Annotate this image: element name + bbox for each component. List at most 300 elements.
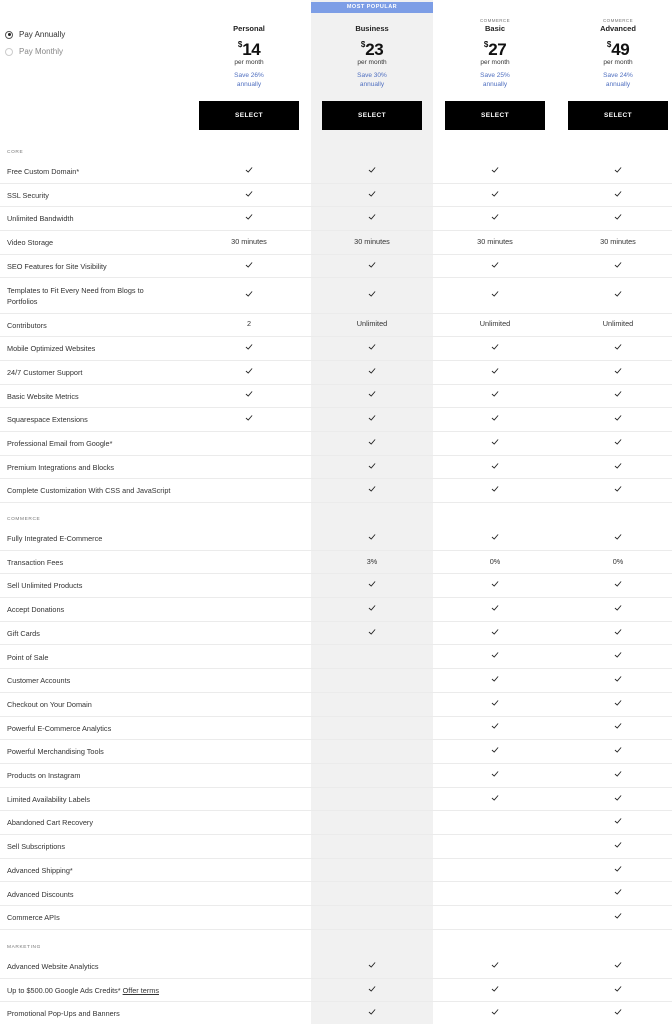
checkmark-icon xyxy=(368,985,376,993)
check-cell xyxy=(445,985,545,995)
currency-symbol: $ xyxy=(360,40,366,49)
check-cell xyxy=(199,367,299,377)
checkmark-icon xyxy=(491,770,499,778)
check-cell xyxy=(568,675,668,685)
feature-label: Transaction Fees xyxy=(7,557,64,567)
feature-label: Point of Sale xyxy=(7,652,49,662)
price-period: per month xyxy=(603,59,633,66)
check-cell xyxy=(322,604,422,614)
feature-row xyxy=(0,598,672,622)
checkmark-icon xyxy=(245,367,253,375)
feature-row xyxy=(0,231,672,255)
checkmark-icon xyxy=(614,794,622,802)
check-cell xyxy=(568,485,668,495)
savings-percent: Save 25% xyxy=(480,72,510,79)
feature-label: Limited Availability Labels xyxy=(7,794,91,804)
feature-label: Powerful E-Commerce Analytics xyxy=(7,723,112,733)
feature-label: Video Storage xyxy=(7,238,54,248)
check-cell xyxy=(322,343,422,353)
check-cell xyxy=(322,985,422,995)
checkmark-icon xyxy=(245,343,253,351)
checkmark-icon xyxy=(245,414,253,422)
checkmark-icon xyxy=(368,213,376,221)
check-cell xyxy=(568,580,668,590)
feature-name xyxy=(7,485,307,496)
checkmark-icon xyxy=(614,604,622,612)
value-cell: 3% xyxy=(366,556,378,566)
checkmark-icon xyxy=(614,390,622,398)
check-cell xyxy=(568,817,668,827)
checkmark-icon xyxy=(368,190,376,198)
checkmark-icon xyxy=(614,675,622,683)
check-cell xyxy=(445,390,545,400)
feature-row xyxy=(0,859,672,883)
check-cell xyxy=(322,462,422,472)
checkmark-icon xyxy=(614,580,622,588)
check-cell xyxy=(445,746,545,756)
feature-label: Advanced Website Analytics xyxy=(7,962,99,971)
feature-name xyxy=(7,604,307,615)
select-basic-button[interactable]: SELECT xyxy=(445,101,545,130)
checkmark-icon xyxy=(614,841,622,849)
checkmark-icon xyxy=(368,414,376,422)
check-cell xyxy=(322,485,422,495)
feature-row xyxy=(0,527,672,551)
feature-row xyxy=(0,811,672,835)
check-cell xyxy=(568,462,668,472)
select-personal-button[interactable]: SELECT xyxy=(199,101,299,130)
checkmark-icon xyxy=(491,485,499,493)
feature-label: Commerce APIs xyxy=(7,913,60,923)
savings-period: annually xyxy=(482,81,508,88)
feature-label: Advanced Discounts xyxy=(7,889,74,899)
value-cell: Unlimited xyxy=(602,319,634,329)
check-cell xyxy=(445,675,545,685)
plan-name: Basic xyxy=(484,24,505,33)
feature-label: Professional Email from Google* xyxy=(7,439,113,448)
checkmark-icon xyxy=(614,985,622,993)
checkmark-icon xyxy=(491,343,499,351)
checkmark-icon xyxy=(368,1008,376,1016)
check-cell xyxy=(445,343,545,353)
savings-percent: Save 24% xyxy=(603,72,633,79)
feature-row xyxy=(0,646,672,670)
price-amount: 23 xyxy=(365,40,384,59)
most-popular-badge: MOST POPULAR xyxy=(311,2,433,13)
feature-name xyxy=(7,699,307,710)
radio-unselected-icon[interactable] xyxy=(5,48,13,56)
feature-label: Free Custom Domain* xyxy=(7,167,80,176)
checkmark-icon xyxy=(245,390,253,398)
check-cell xyxy=(199,343,299,353)
checkmark-icon xyxy=(245,290,253,298)
feature-row xyxy=(0,479,672,503)
pay-annually-option[interactable] xyxy=(5,26,65,43)
checkmark-icon xyxy=(491,1008,499,1016)
feature-label: Unlimited Bandwidth xyxy=(7,214,74,224)
currency-symbol: $ xyxy=(606,40,612,49)
value-cell: 0% xyxy=(612,556,624,566)
feature-row xyxy=(0,432,672,456)
plan-price xyxy=(322,35,422,59)
feature-name xyxy=(7,557,307,568)
checkmark-icon xyxy=(491,462,499,470)
annual-savings xyxy=(199,71,299,89)
check-cell xyxy=(568,213,668,223)
feature-row xyxy=(0,456,672,480)
plan-header-personal xyxy=(199,18,299,89)
check-cell xyxy=(568,961,668,971)
check-cell xyxy=(568,166,668,176)
check-cell xyxy=(445,580,545,590)
value-cell: 30 minutes xyxy=(231,236,267,246)
feature-row xyxy=(0,255,672,279)
checkmark-icon xyxy=(368,261,376,269)
check-cell xyxy=(199,190,299,200)
feature-row xyxy=(0,207,672,231)
checkmark-icon xyxy=(491,604,499,612)
feature-name xyxy=(7,841,307,852)
check-cell xyxy=(568,390,668,400)
checkmark-icon xyxy=(614,770,622,778)
check-cell xyxy=(568,290,668,300)
feature-name xyxy=(7,865,307,876)
check-cell xyxy=(445,770,545,780)
feature-label: SSL Security xyxy=(7,190,49,200)
check-cell xyxy=(199,290,299,300)
checkmark-icon xyxy=(491,675,499,683)
savings-percent: Save 26% xyxy=(234,72,264,79)
value-cell: 30 minutes xyxy=(477,236,513,246)
feature-row xyxy=(0,740,672,764)
price-amount: 14 xyxy=(242,40,261,59)
check-cell xyxy=(568,746,668,756)
feature-row xyxy=(0,279,672,314)
check-cell xyxy=(322,166,422,176)
checkmark-icon xyxy=(614,438,622,446)
check-cell xyxy=(445,651,545,661)
feature-label: Checkout on Your Domain xyxy=(7,699,92,709)
feature-row xyxy=(0,764,672,788)
checkmark-icon xyxy=(368,462,376,470)
feature-label: Squarespace Extensions xyxy=(7,415,88,425)
checkmark-icon xyxy=(245,166,253,174)
feature-name xyxy=(7,746,307,757)
check-cell xyxy=(445,699,545,709)
check-cell xyxy=(568,190,668,200)
feature-label: Premium Integrations and Blocks xyxy=(7,462,115,472)
checkmark-icon xyxy=(614,533,622,541)
check-cell xyxy=(445,190,545,200)
check-cell xyxy=(568,794,668,804)
feature-row xyxy=(0,361,672,385)
checkmark-icon xyxy=(491,580,499,588)
check-cell xyxy=(568,770,668,780)
checkmark-icon xyxy=(614,343,622,351)
checkmark-icon xyxy=(368,390,376,398)
check-cell xyxy=(199,213,299,223)
plan-name: Advanced xyxy=(600,24,636,33)
price-amount: 27 xyxy=(488,40,507,59)
value-cell: 30 minutes xyxy=(600,236,636,246)
radio-selected-icon[interactable] xyxy=(5,31,13,39)
savings-period: annually xyxy=(605,81,631,88)
checkmark-icon xyxy=(614,961,622,969)
pay-monthly-option[interactable] xyxy=(5,43,65,60)
feature-row xyxy=(0,1002,672,1024)
check-cell xyxy=(322,367,422,377)
checkmark-icon xyxy=(245,213,253,221)
feature-row xyxy=(0,574,672,598)
feature-label: 24/7 Customer Support xyxy=(7,367,83,377)
checkmark-icon xyxy=(491,746,499,754)
feature-row xyxy=(0,385,672,409)
savings-period: annually xyxy=(359,81,385,88)
checkmark-icon xyxy=(491,794,499,802)
checkmark-icon xyxy=(491,290,499,298)
check-cell xyxy=(445,485,545,495)
feature-row xyxy=(0,337,672,361)
feature-label: Templates to Fit Every Need from Blogs to Portfolios xyxy=(7,285,144,306)
feature-row xyxy=(0,906,672,930)
checkmark-icon xyxy=(491,628,499,636)
check-cell xyxy=(445,794,545,804)
check-cell xyxy=(445,290,545,300)
checkmark-icon xyxy=(368,485,376,493)
check-cell xyxy=(568,888,668,898)
check-cell xyxy=(445,367,545,377)
feature-label: Advanced Shipping* xyxy=(7,865,73,875)
feature-row xyxy=(0,788,672,812)
feature-name xyxy=(7,438,307,449)
feature-label: Accept Donations xyxy=(7,605,65,615)
check-cell xyxy=(445,414,545,424)
check-cell xyxy=(568,699,668,709)
checkmark-icon xyxy=(368,961,376,969)
check-cell xyxy=(322,533,422,543)
checkmark-icon xyxy=(614,912,622,920)
check-cell xyxy=(568,722,668,732)
check-cell xyxy=(568,367,668,377)
checkmark-icon xyxy=(614,166,622,174)
check-cell xyxy=(322,190,422,200)
pay-annually-label: Pay Annually xyxy=(19,30,66,39)
check-cell xyxy=(568,261,668,271)
section-label-commerce: COMMERCE xyxy=(7,517,41,522)
checkmark-icon xyxy=(614,865,622,873)
feature-name xyxy=(7,961,307,972)
plan-header-business xyxy=(322,18,422,89)
checkmark-icon xyxy=(614,628,622,636)
plan-kicker: COMMERCE xyxy=(603,18,633,23)
checkmark-icon xyxy=(491,699,499,707)
checkmark-icon xyxy=(491,190,499,198)
checkmark-icon xyxy=(491,651,499,659)
feature-row xyxy=(0,408,672,432)
feature-name xyxy=(7,675,307,686)
checkmark-icon xyxy=(368,580,376,588)
checkmark-icon xyxy=(614,414,622,422)
check-cell xyxy=(322,438,422,448)
price-period: per month xyxy=(480,59,510,66)
feature-label: Products on Instagram xyxy=(7,771,81,780)
check-cell xyxy=(199,390,299,400)
pay-monthly-label: Pay Monthly xyxy=(19,47,64,56)
check-cell xyxy=(322,961,422,971)
value-cell: Unlimited xyxy=(356,319,388,329)
feature-label: Fully Integrated E-Commerce xyxy=(7,534,103,543)
savings-percent: Save 30% xyxy=(357,72,387,79)
checkmark-icon xyxy=(491,166,499,174)
checkmark-icon xyxy=(614,746,622,754)
plan-price xyxy=(568,35,668,59)
check-cell xyxy=(322,261,422,271)
section-label-marketing: MARKETING xyxy=(7,945,41,950)
checkmark-icon xyxy=(368,166,376,174)
feature-label: Mobile Optimized Websites xyxy=(7,344,96,354)
checkmark-icon xyxy=(491,367,499,375)
price-amount: 49 xyxy=(611,40,630,59)
feature-row xyxy=(0,314,672,338)
plan-header-basic xyxy=(445,18,545,89)
feature-name xyxy=(7,817,307,828)
checkmark-icon xyxy=(245,261,253,269)
checkmark-icon xyxy=(614,1008,622,1016)
feature-label: Powerful Merchandising Tools xyxy=(7,747,104,757)
section-label-core: CORE xyxy=(7,150,24,155)
checkmark-icon xyxy=(614,485,622,493)
feature-row xyxy=(0,883,672,907)
check-cell xyxy=(445,261,545,271)
check-cell xyxy=(322,414,422,424)
feature-label: Complete Customization With CSS and JavaScript xyxy=(7,486,171,496)
plan-kicker: COMMERCE xyxy=(480,18,510,23)
value-cell: 30 minutes xyxy=(354,236,390,246)
checkmark-icon xyxy=(614,290,622,298)
checkmark-icon xyxy=(491,438,499,446)
select-business-button[interactable]: SELECT xyxy=(322,101,422,130)
checkmark-icon xyxy=(491,533,499,541)
feature-row xyxy=(0,693,672,717)
feature-row xyxy=(0,979,672,1003)
feature-name xyxy=(7,652,307,663)
checkmark-icon xyxy=(368,290,376,298)
feature-name xyxy=(7,723,307,734)
check-cell xyxy=(445,462,545,472)
checkmark-icon xyxy=(491,390,499,398)
value-cell: 2 xyxy=(246,319,252,329)
checkmark-icon xyxy=(614,888,622,896)
checkmark-icon xyxy=(491,414,499,422)
check-cell xyxy=(199,166,299,176)
check-cell xyxy=(568,865,668,875)
check-cell xyxy=(445,722,545,732)
feature-label: Abandoned Cart Recovery xyxy=(7,818,93,828)
checkmark-icon xyxy=(491,261,499,269)
plan-price xyxy=(199,35,299,59)
feature-label: Contributors xyxy=(7,320,47,330)
billing-toggle xyxy=(5,26,65,60)
check-cell xyxy=(568,841,668,851)
feature-row xyxy=(0,835,672,859)
currency-symbol: $ xyxy=(237,40,243,49)
plan-price xyxy=(445,35,545,59)
check-cell xyxy=(568,343,668,353)
savings-period: annually xyxy=(236,81,262,88)
plan-name: Business xyxy=(355,24,389,33)
checkmark-icon xyxy=(614,190,622,198)
check-cell xyxy=(445,166,545,176)
checkmark-icon xyxy=(614,651,622,659)
check-cell xyxy=(445,961,545,971)
check-cell xyxy=(445,438,545,448)
check-cell xyxy=(568,985,668,995)
check-cell xyxy=(568,604,668,614)
feature-name xyxy=(7,912,307,923)
checkmark-icon xyxy=(614,213,622,221)
value-cell: Unlimited xyxy=(479,319,511,329)
check-cell xyxy=(445,533,545,543)
check-cell xyxy=(445,604,545,614)
feature-row xyxy=(0,551,672,575)
feature-row xyxy=(0,717,672,741)
feature-label: Basic Website Metrics xyxy=(7,391,79,401)
offer-terms-link[interactable]: Offer terms xyxy=(122,985,159,995)
check-cell xyxy=(568,414,668,424)
annual-savings xyxy=(568,71,668,89)
checkmark-icon xyxy=(368,604,376,612)
select-advanced-button[interactable]: SELECT xyxy=(568,101,668,130)
feature-label: Sell Subscriptions xyxy=(7,842,65,852)
annual-savings xyxy=(445,71,545,89)
check-cell xyxy=(322,290,422,300)
plan-header-advanced xyxy=(568,18,668,89)
feature-name xyxy=(7,580,307,591)
checkmark-icon xyxy=(614,367,622,375)
check-cell xyxy=(568,1008,668,1018)
checkmark-icon xyxy=(491,722,499,730)
check-cell xyxy=(322,1008,422,1018)
checkmark-icon xyxy=(245,190,253,198)
price-period: per month xyxy=(357,59,387,66)
value-cell: 0% xyxy=(489,556,501,566)
check-cell xyxy=(568,628,668,638)
checkmark-icon xyxy=(614,261,622,269)
check-cell xyxy=(322,390,422,400)
check-cell xyxy=(445,1008,545,1018)
checkmark-icon xyxy=(614,699,622,707)
feature-name xyxy=(7,628,307,639)
check-cell xyxy=(322,628,422,638)
check-cell xyxy=(568,912,668,922)
check-cell xyxy=(568,651,668,661)
feature-row xyxy=(0,669,672,693)
feature-row xyxy=(0,160,672,184)
check-cell xyxy=(199,414,299,424)
check-cell xyxy=(322,580,422,590)
checkmark-icon xyxy=(368,628,376,636)
checkmark-icon xyxy=(614,462,622,470)
checkmark-icon xyxy=(491,213,499,221)
plan-name: Personal xyxy=(233,24,265,33)
feature-row xyxy=(0,184,672,208)
feature-name xyxy=(7,985,307,996)
feature-label: SEO Features for Site Visibility xyxy=(7,261,107,271)
feature-name xyxy=(7,533,307,544)
annual-savings xyxy=(322,71,422,89)
currency-symbol: $ xyxy=(483,40,489,49)
check-cell xyxy=(199,261,299,271)
